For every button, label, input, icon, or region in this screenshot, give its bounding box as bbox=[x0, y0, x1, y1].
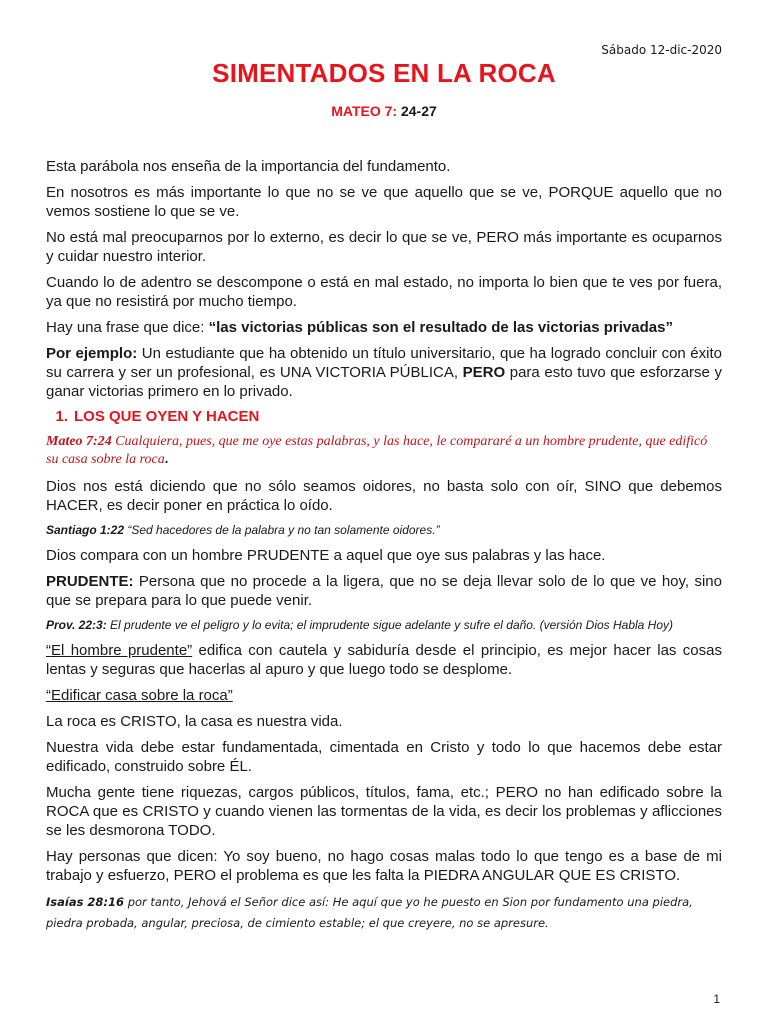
paragraph bbox=[46, 318, 722, 337]
verse-reference: Mateo 7:24 bbox=[46, 434, 112, 449]
section-heading bbox=[46, 408, 722, 425]
paragraph: Hay personas que dicen: Yo soy bueno, no hago cosas malas todo lo que tengo es a base de mi trabajo y esfuerzo, PERO el problema es que les falta la PIEDRA ANGULAR QUE ES CRISTO. bbox=[46, 848, 722, 884]
bold-lead: Por ejemplo: bbox=[46, 345, 138, 362]
paragraph: Nuestra vida debe estar fundamentada, cimentada en Cristo y todo lo que hacemos debe estar edificado, construido sobre ÉL. bbox=[46, 739, 722, 775]
bible-verse bbox=[46, 522, 722, 538]
paragraph: Esta parábola nos enseña de la importancia del fundamento. bbox=[46, 158, 451, 175]
verse-end: . bbox=[164, 452, 169, 467]
bible-verse bbox=[46, 892, 722, 934]
scripture-reference bbox=[0, 103, 768, 119]
verse-reference: Santiago 1:22 bbox=[46, 523, 125, 537]
quote: “las victorias públicas son el resultado de las victorias privadas” bbox=[208, 319, 673, 336]
text: edifica con cautela y sabiduría desde el principio, es mejor hacer las cosas lentas y seguras que hacerlas al apuro y que luego todo se desplome. bbox=[46, 642, 722, 678]
date-label: Sábado 12-dic-2020 bbox=[601, 43, 722, 57]
subtitle-book: MATEO 7: bbox=[331, 103, 398, 119]
text: para esto tuvo que esforzarse y ganar victorias primero en lo privado. bbox=[46, 364, 722, 400]
paragraph: Dios compara con un hombre PRUDENTE a aquel que oye sus palabras y las hace. bbox=[46, 547, 606, 564]
paragraph: En nosotros es más importante lo que no se ve que aquello que se ve, PORQUE aquello que no vemos sostiene lo que se ve. bbox=[46, 184, 722, 220]
underlined-phrase: “El hombre prudente” bbox=[46, 642, 193, 659]
paragraph bbox=[46, 686, 722, 705]
paragraph: No está mal preocuparnos por lo externo, es decir lo que se ve, PERO más importante es ocuparnos y cuidar nuestro interior. bbox=[46, 229, 722, 265]
document-body bbox=[46, 157, 722, 934]
verse-text: por tanto, Jehová el Señor dice así: He aquí que yo he puesto en Sion por fundamento una piedra, piedra probada, angular, preciosa, de cimiento estable; el que creyere, no se apresure. bbox=[46, 895, 693, 930]
underlined-phrase: “Edificar casa sobre la roca” bbox=[46, 687, 233, 704]
verse-reference: Prov. 22:3: bbox=[46, 618, 107, 632]
bible-verse bbox=[46, 433, 722, 469]
section-title: LOS QUE OYEN Y HACEN bbox=[74, 408, 260, 425]
bible-verse bbox=[46, 617, 722, 633]
text: Persona que no procede a la ligera, que no se deja llevar solo de lo que ve hoy, sino que se prepara para lo que puede venir. bbox=[46, 573, 722, 609]
section-number: 1. bbox=[55, 408, 68, 425]
paragraph: La roca es CRISTO, la casa es nuestra vida. bbox=[46, 713, 343, 730]
text: Un estudiante que ha obtenido un título universitario, que ha logrado concluir con éxito su carrera y ser un profesional, es UNA VICTORIA PÚBLICA, bbox=[46, 345, 722, 381]
paragraph bbox=[46, 572, 722, 610]
bold-word: PERO bbox=[462, 364, 506, 381]
verse-reference: Isaías 28:16 bbox=[46, 895, 125, 909]
paragraph bbox=[46, 641, 722, 679]
subtitle-verses: 24-27 bbox=[397, 103, 437, 119]
paragraph: Cuando lo de adentro se descompone o está en mal estado, no importa lo bien que te ves por fuera, ya que no resistirá por mucho tiempo. bbox=[46, 274, 722, 310]
page-number: 1 bbox=[713, 992, 720, 1006]
verse-text: Cualquiera, pues, que me oye estas palabras, y las hace, le compararé a un hombre prudente, que edificó su casa sobre la roca bbox=[46, 434, 708, 467]
paragraph: Mucha gente tiene riquezas, cargos públicos, títulos, fama, etc.; PERO no han edificado sobre la ROCA que es CRISTO y cuando vienen las tormentas de la vida, es decir los problemas y aflicciones se les desmorona TODO. bbox=[46, 784, 722, 839]
verse-text: El prudente ve el peligro y lo evita; el imprudente sigue adelante y sufre el daño. (versión Dios Habla Hoy) bbox=[106, 618, 674, 632]
bold-lead: PRUDENTE: bbox=[46, 573, 134, 590]
verse-text: “Sed hacedores de la palabra y no tan solamente oidores.” bbox=[124, 523, 440, 537]
page-title: SIMENTADOS EN LA ROCA bbox=[212, 58, 556, 88]
paragraph bbox=[46, 344, 722, 401]
text: Hay una frase que dice: bbox=[46, 319, 209, 336]
paragraph: Dios nos está diciendo que no sólo seamos oidores, no basta solo con oír, SINO que debemos HACER, es decir poner en práctica lo oído. bbox=[46, 478, 722, 514]
